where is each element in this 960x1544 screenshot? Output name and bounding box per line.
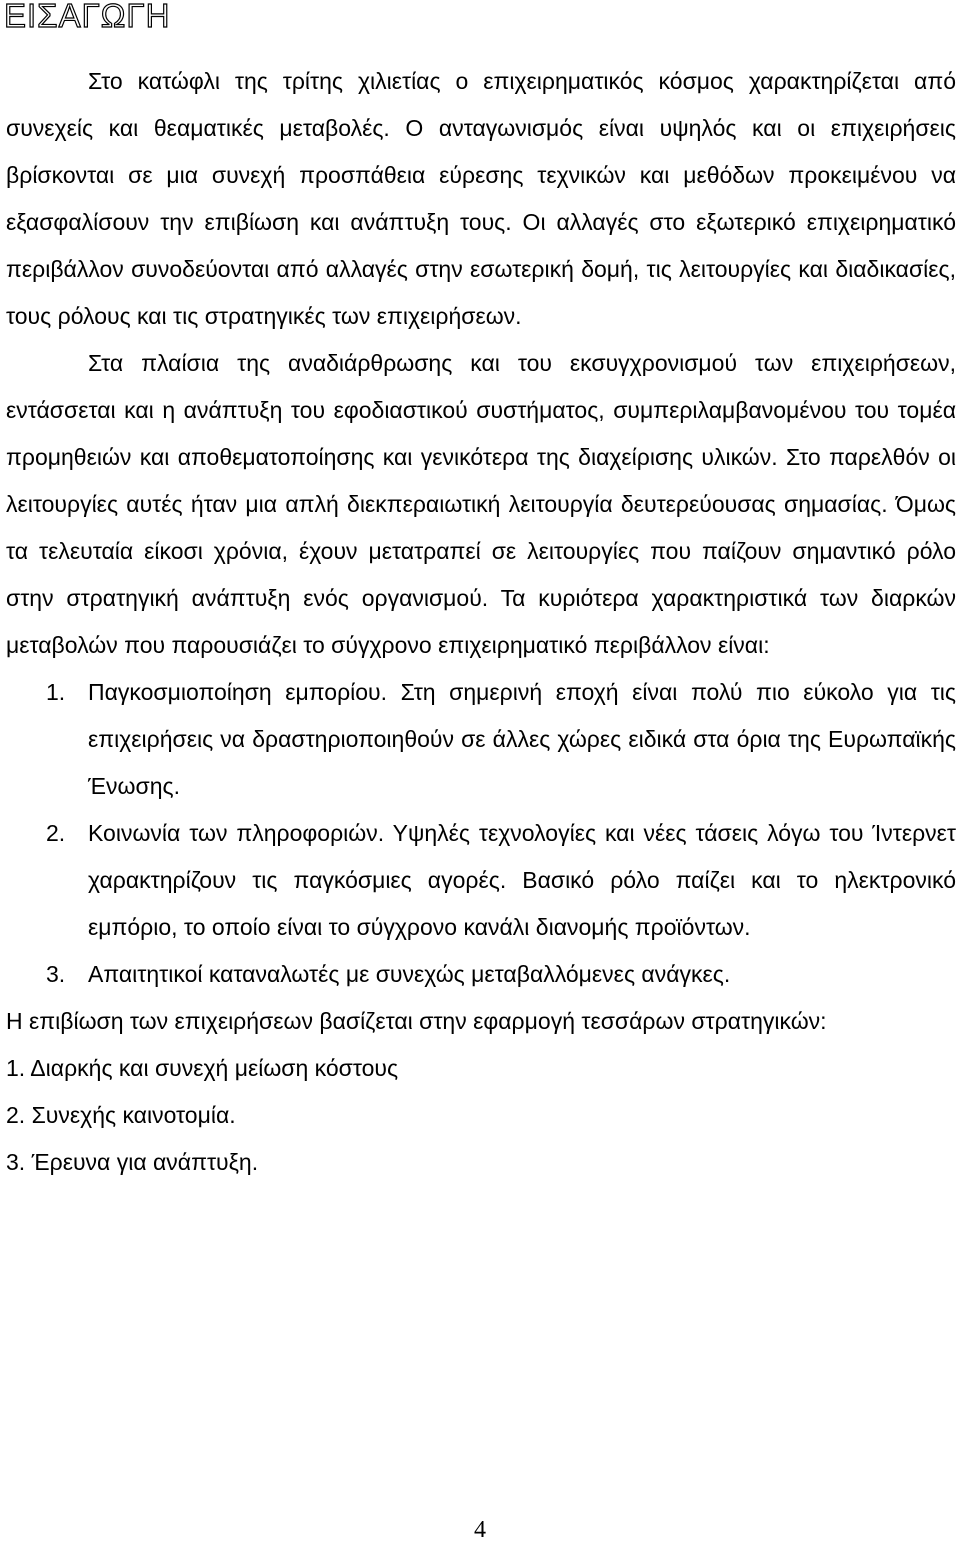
section-heading: ΕΙΣΑΓΩΓΗ — [4, 0, 171, 34]
page-number: 4 — [474, 1517, 486, 1543]
list-item-number: 2. — [46, 820, 66, 846]
strategy-item: 2. Συνεχής καινοτομία. — [6, 1102, 236, 1128]
intro-paragraph: Στο κατώφλι της τρίτης χιλιετίας ο επιχειρηματικός κόσμος χαρακτηρίζεται από συνεχείς και θεαματικές μεταβολές. Ο ανταγωνισμός είναι υψηλός και οι επιχειρήσεις βρίσκονται σε μια συνεχή προσπάθεια εύρεσης τεχνικών και μεθόδων προκειμένου να εξασφαλίσουν την επιβίωση και ανάπτυξη τους. Οι αλλαγές στο εξωτερικό επιχειρηματικό περιβάλλον συνοδεύονται από αλλαγές στην εσωτερική δομή, τις λειτουργίες και διαδικασίες, τους ρόλους και τις στρατηγικές των επιχειρήσεων. — [6, 68, 956, 329]
strategy-item: 1. Διαρκής και συνεχή μείωση κόστους — [6, 1055, 399, 1081]
list-item-text: Απαιτητικοί καταναλωτές με συνεχώς μεταβαλλόμενες ανάγκες. — [88, 961, 731, 987]
strategies-list — [6, 1045, 956, 1186]
list-item — [6, 810, 956, 951]
strategy-item: 3. Έρευνα για ανάπτυξη. — [6, 1149, 259, 1175]
list-item — [6, 669, 956, 810]
list-item-text: Παγκοσμιοποίηση εμπορίου. Στη σημερινή εποχή είναι πολύ πιο εύκολο για τις επιχειρήσεις να δραστηριοποιηθούν σε άλλες χώρες ειδικά στα όρια της Ευρωπαϊκής Ένωσης. — [88, 679, 956, 799]
list-item-number: 3. — [46, 961, 66, 987]
list-item — [6, 951, 956, 998]
list-item-number: 1. — [46, 679, 66, 705]
strategies-intro: Η επιβίωση των επιχειρήσεων βασίζεται στην εφαρμογή τεσσάρων στρατηγικών: — [6, 1008, 827, 1034]
characteristics-list — [6, 669, 956, 998]
document-body — [6, 58, 956, 1186]
restructuring-paragraph: Στα πλαίσια της αναδιάρθρωσης και του εκσυγχρονισμού των επιχειρήσεων, εντάσσεται και η ανάπτυξη του εφοδιαστικού συστήματος, συμπεριλαμβανομένου του τομέα προμηθειών και αποθεματοποίησης και γενικότερα της διαχείρισης υλικών. Στο παρελθόν οι λειτουργίες αυτές ήταν μια απλή διεκπεραιωτική λειτουργία δευτερεύουσας σημασίας. Όμως τα τελευταία είκοσι χρόνια, έχουν μετατραπεί σε λειτουργίες που παίζουν σημαντικό ρόλο στην στρατηγική ανάπτυξη ενός οργανισμού. Τα κυριότερα χαρακτηριστικά των διαρκών μεταβολών που παρουσιάζει το σύγχρονο επιχειρηματικό περιβάλλον είναι: — [6, 350, 956, 658]
list-item-text: Κοινωνία των πληροφοριών. Υψηλές τεχνολογίες και νέες τάσεις λόγω του Ίντερνετ χαρακτηρίζουν τις παγκόσμιες αγορές. Βασικό ρόλο παίζει και το ηλεκτρονικό εμπόριο, το οποίο είναι το σύγχρονο κανάλι διανομής προϊόντων. — [88, 820, 956, 940]
